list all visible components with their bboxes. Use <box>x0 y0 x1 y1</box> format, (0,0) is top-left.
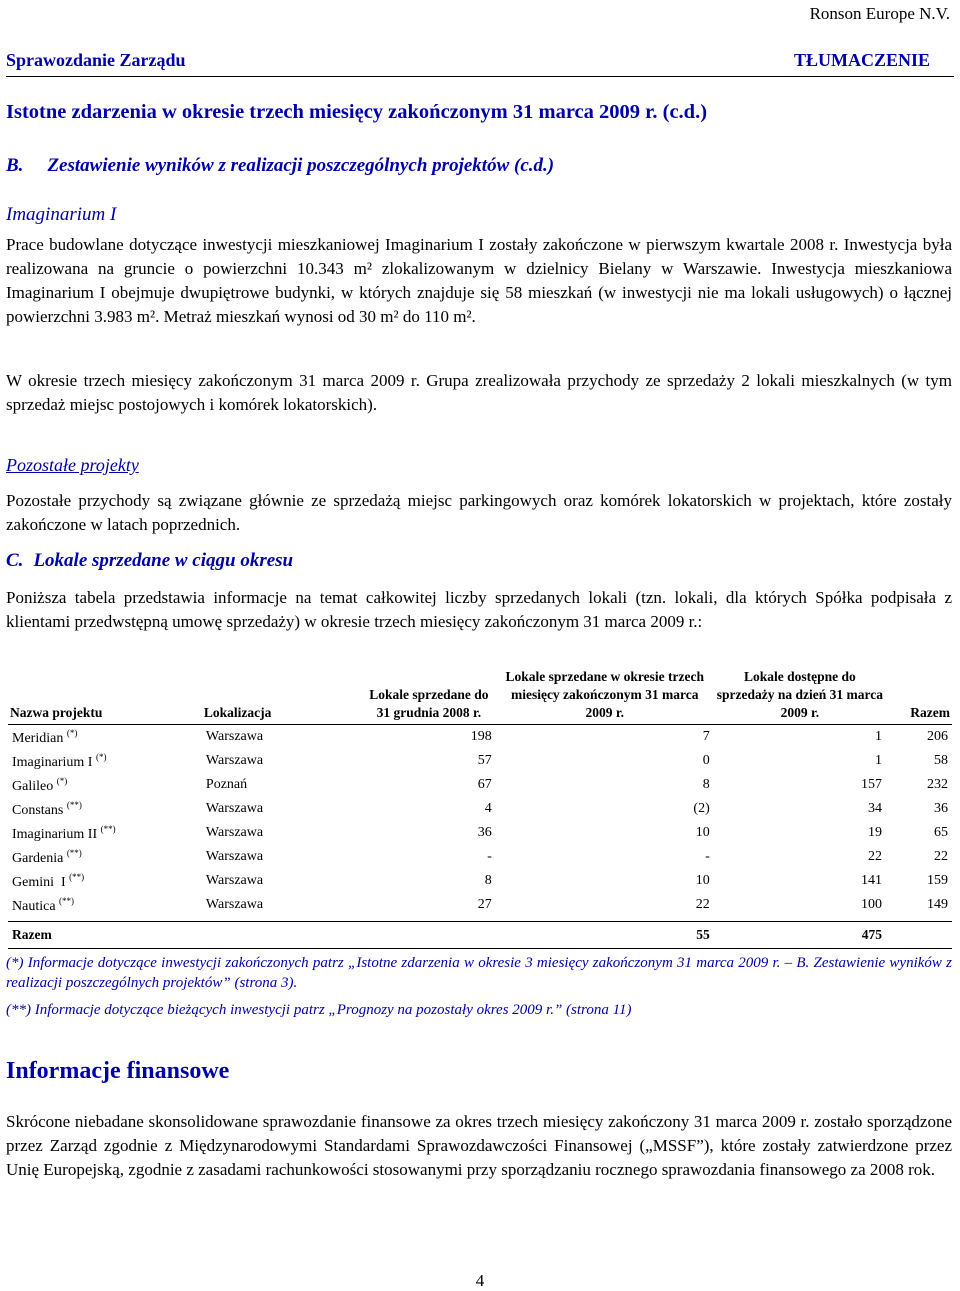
sold-period-cell: 10 <box>695 873 710 888</box>
table-row <box>8 821 952 845</box>
col-header-total: Razem <box>886 668 952 725</box>
footnote-mark: (*) <box>56 775 68 786</box>
imaginarium-paragraph-1: Prace budowlane dotyczące inwestycji mieszkaniowej Imaginarium I zostały zakończone w pierwszym kwartale 2008 r. Inwestycja była realizowana na gruncie o powierzchni 10.343 m² zlokalizowanym w dzielnicy Bielany w Warszawie. Inwestycja mieszkaniowa Imaginarium I obejmuje dwupiętrowe budynki, w których znajduje się 58 mieszkań (w inwestycji nie ma lokali usługowych) o łącznej powierzchni 3.983 m². Metraż mieszkań wynosi od 30 m² do 110 m². <box>6 235 952 326</box>
sold-period-cell: 22 <box>695 897 710 912</box>
col-header-project: Nazwa projektu <box>8 668 202 725</box>
table-row <box>8 869 952 893</box>
translation-label: TŁUMACZENIE <box>793 50 930 70</box>
report-header-title: Sprawozdanie Zarządu <box>6 50 186 70</box>
total-cell: 206 <box>927 729 948 744</box>
project-name-cell <box>8 725 202 750</box>
total-cell: 159 <box>927 873 948 888</box>
units-sold-table <box>8 668 952 949</box>
footnote-1: (*) Informacje dotyczące inwestycji zakończonych patrz „Istotne zdarzenia w okresie 3 miesięcy zakończonym 31 marca 2009 r. – B. Zestawienie wyników z realizacji poszczególnych projektów” (strona 3). <box>6 955 952 991</box>
project-name: Meridian <box>12 730 64 746</box>
location-cell: Warszawa <box>205 849 264 864</box>
other-projects-heading: Pozostałe projekty <box>6 455 139 475</box>
sold-period-cell: 0 <box>702 753 710 768</box>
total-empty-total <box>886 922 952 949</box>
total-label: Razem <box>8 922 202 949</box>
project-name: Imaginarium I <box>12 754 93 770</box>
col-header-sold-period: Lokale sprzedane w okresie trzech miesięcy zakończonym 31 marca 2009 r. <box>496 668 714 725</box>
location-cell: Warszawa <box>205 801 264 816</box>
project-name: Gardenia <box>12 850 64 866</box>
location-cell: Poznań <box>205 777 248 792</box>
project-name: Constans <box>12 802 64 818</box>
financial-paragraph: Skrócone niebadane skonsolidowane sprawozdanie finansowe za okres trzech miesięcy zakończony 31 marca 2009 r. zostało sporządzone przez Zarząd zgodnie z Międzynarodowymi Standardami Sprawozdawczości Finansowej („MSSF”), które zostały zatwierdzone przez Unię Europejską, zgodnie z zasadami rachunkowości stosowanymi przy sporządzaniu rocznego sprawozdania finansowego za 2008 rok. <box>6 1112 952 1179</box>
footnote-mark: (**) <box>66 799 82 810</box>
sold-before-cell: 36 <box>477 825 492 840</box>
sold-before-cell: 198 <box>470 729 492 744</box>
project-name-cell <box>8 845 202 869</box>
footnote-mark: (**) <box>59 895 75 906</box>
footnote-mark: (*) <box>66 727 78 738</box>
available-cell: 1 <box>874 729 882 744</box>
section-c-intro: Poniższa tabela przedstawia informacje na temat całkowitej liczby sprzedanych lokali (tzn. lokali, dla których Spółka podpisała z klientami przedwstępną umowę sprzedaży) w okresie trzech miesięcy zakończonym 31 marca 2009 r.: <box>6 588 952 631</box>
table-row <box>8 749 952 773</box>
available-cell: 141 <box>860 873 882 888</box>
total-empty-sold-before <box>362 922 496 949</box>
available-cell: 1 <box>874 753 882 768</box>
sold-period-cell: 7 <box>702 729 710 744</box>
sold-period-cell: - <box>705 849 710 864</box>
project-name: Nautica <box>12 898 56 914</box>
section-c-letter: C. <box>6 550 24 571</box>
footnote-mark: (**) <box>69 871 85 882</box>
total-cell: 149 <box>927 897 948 912</box>
available-cell: 22 <box>867 849 882 864</box>
available-cell: 19 <box>867 825 882 840</box>
section-c-heading <box>6 550 293 572</box>
project-name-cell <box>8 869 202 893</box>
footnote-mark: (*) <box>95 751 107 762</box>
project-name: Gemini I <box>12 874 66 890</box>
total-sold-period: 55 <box>496 922 714 949</box>
project-name: Imaginarium II <box>12 826 98 842</box>
total-cell: 58 <box>934 753 948 768</box>
sold-before-cell: 4 <box>484 801 492 816</box>
company-name: Ronson Europe N.V. <box>809 4 950 23</box>
imaginarium-heading: Imaginarium I <box>6 204 117 225</box>
sold-before-cell: 8 <box>484 873 492 888</box>
total-cell: 65 <box>934 825 948 840</box>
location-cell: Warszawa <box>205 753 264 768</box>
other-projects-paragraph: Pozostałe przychody są związane głównie ze sprzedażą miejsc parkingowych oraz komórek lokatorskich w projektach, które zostały zakończone w latach poprzednich. <box>6 491 952 534</box>
footnote-mark: (**) <box>66 847 82 858</box>
table-total-row <box>8 922 952 949</box>
table-row <box>8 797 952 821</box>
section-b-heading <box>6 155 554 177</box>
location-cell: Warszawa <box>205 873 264 888</box>
total-cell: 232 <box>927 777 948 792</box>
sold-before-cell: 57 <box>477 753 492 768</box>
total-cell: 36 <box>934 801 948 816</box>
location-cell: Warszawa <box>205 897 264 912</box>
location-cell: Warszawa <box>205 729 264 744</box>
section-b-letter: B. <box>6 155 24 176</box>
available-cell: 157 <box>860 777 882 792</box>
sold-before-cell: 67 <box>477 777 492 792</box>
sold-period-cell: (2) <box>693 801 710 816</box>
table-row <box>8 773 952 797</box>
total-available: 475 <box>714 922 886 949</box>
sold-period-cell: 8 <box>702 777 710 792</box>
header-divider <box>6 76 954 77</box>
sold-before-cell: 27 <box>477 897 492 912</box>
section-c-title: Lokale sprzedane w ciągu okresu <box>33 550 294 571</box>
project-name-cell <box>8 749 202 773</box>
table-header-row <box>8 668 952 725</box>
project-name-cell <box>8 893 202 917</box>
footnote-2: (**) Informacje dotyczące bieżących inwestycji patrz „Prognozy na pozostały okres 2009 r.” (strona 11) <box>6 1002 632 1018</box>
project-name-cell <box>8 797 202 821</box>
financial-heading: Informacje finansowe <box>6 1058 230 1084</box>
section-title: Istotne zdarzenia w okresie trzech miesięcy zakończonym 31 marca 2009 r. (c.d.) <box>6 101 708 123</box>
table-row <box>8 725 952 750</box>
imaginarium-paragraph-2: W okresie trzech miesięcy zakończonym 31 marca 2009 r. Grupa zrealizowała przychody ze sprzedaży 2 lokali mieszkalnych (w tym sprzedaż miejsc postojowych i komórek lokatorskich). <box>6 371 952 414</box>
project-name-cell <box>8 773 202 797</box>
available-cell: 100 <box>860 897 882 912</box>
sold-before-cell: - <box>487 849 492 864</box>
total-cell: 22 <box>934 849 948 864</box>
footnote-mark: (**) <box>100 823 116 834</box>
col-header-location: Lokalizacja <box>202 668 362 725</box>
col-header-sold-before: Lokale sprzedane do 31 grudnia 2008 r. <box>362 668 496 725</box>
col-header-available: Lokale dostępne do sprzedaży na dzień 31 marca 2009 r. <box>714 668 886 725</box>
table-row <box>8 845 952 869</box>
page-number: 4 <box>475 1271 485 1290</box>
total-empty-location <box>202 922 362 949</box>
section-b-title: Zestawienie wyników z realizacji poszczególnych projektów (c.d.) <box>47 155 555 176</box>
location-cell: Warszawa <box>205 825 264 840</box>
project-name-cell <box>8 821 202 845</box>
project-name: Galileo <box>12 778 54 794</box>
sold-period-cell: 10 <box>695 825 710 840</box>
table-row <box>8 893 952 917</box>
available-cell: 34 <box>867 801 882 816</box>
